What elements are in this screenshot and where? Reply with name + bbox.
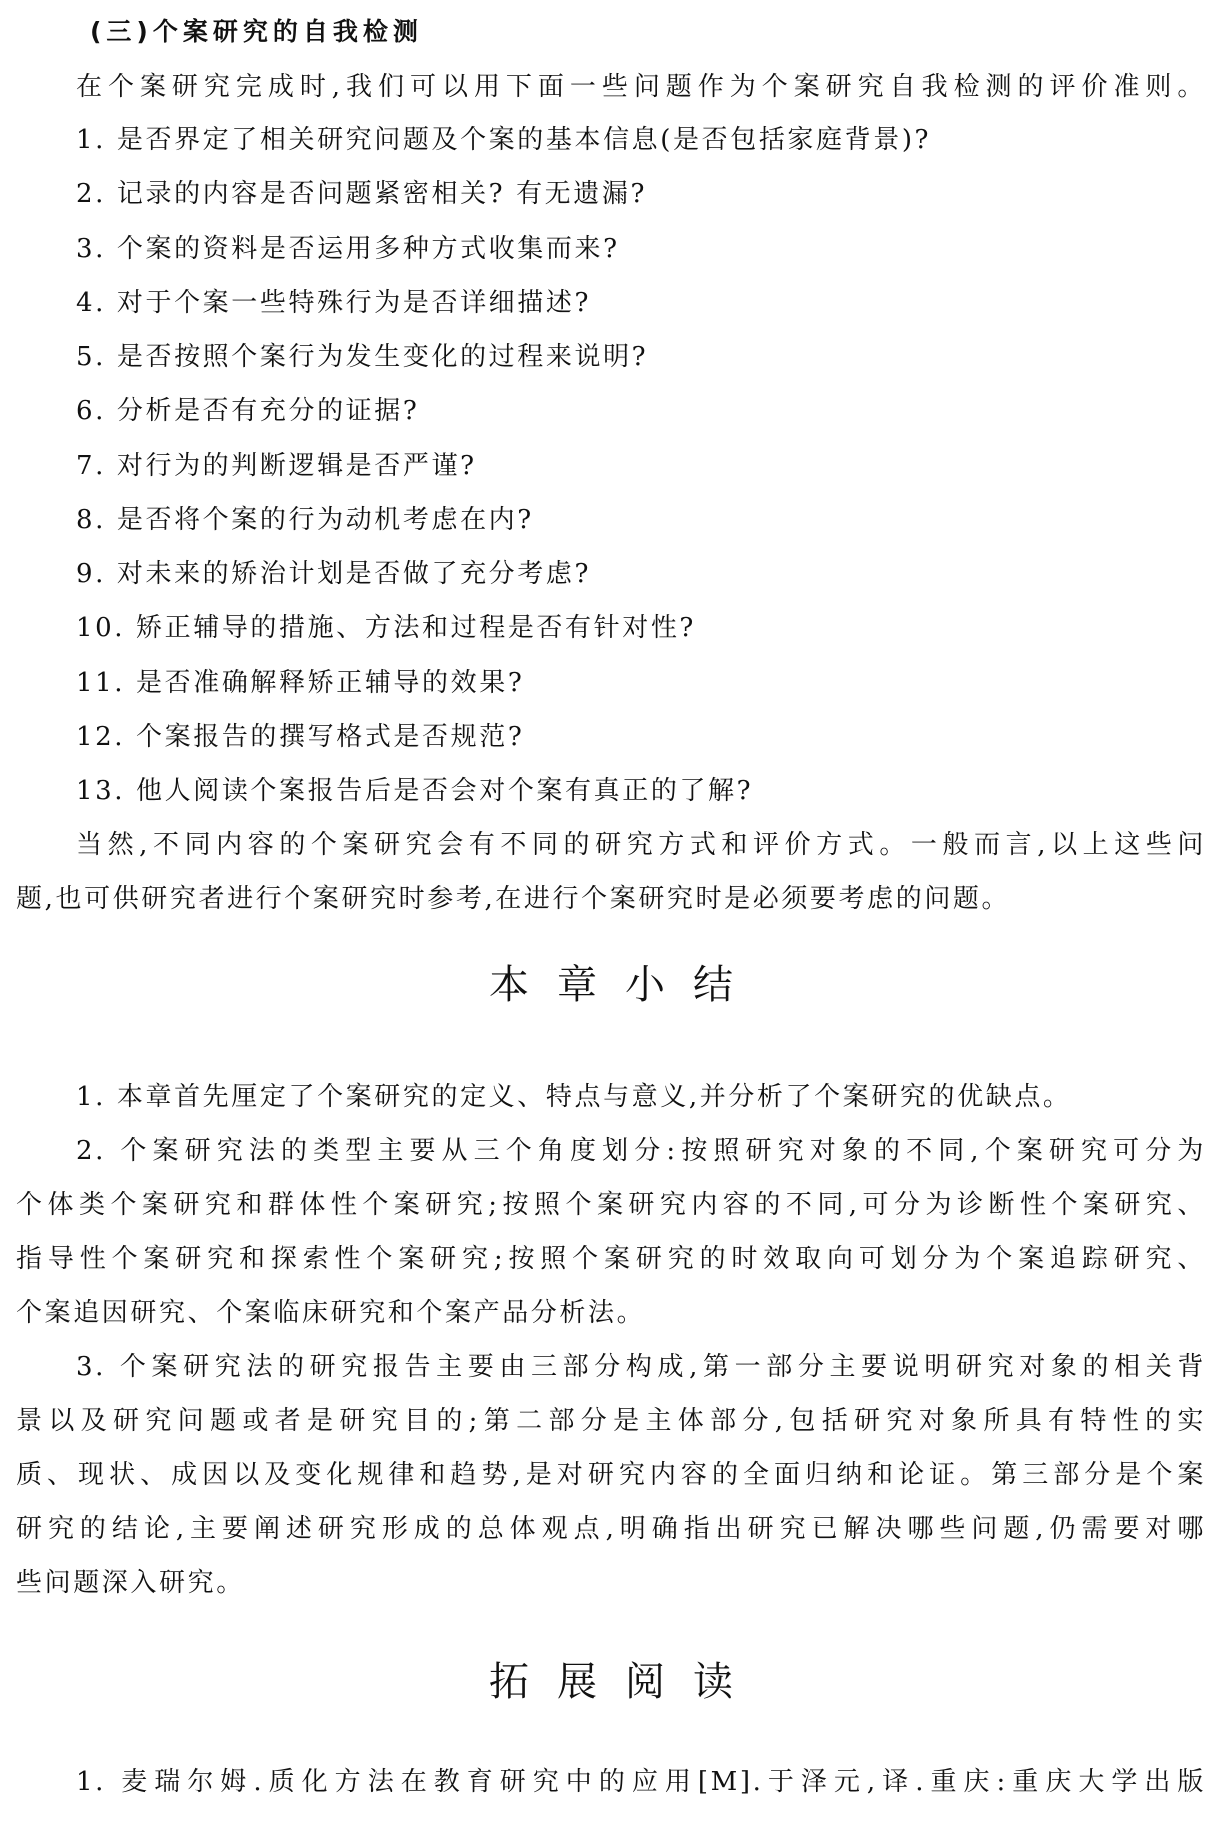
checklist-item: 1. 是否界定了相关研究问题及个案的基本信息(是否包括家庭背景)? [76,125,932,155]
summary-point-2-line: 个案追因研究、个案临床研究和个案产品分析法。 [16,1298,646,1328]
reference-item: 1. 麦瑞尔姆.质化方法在教育研究中的应用[M].于泽元,译.重庆:重庆大学出版 [76,1767,1206,1797]
summary-point-3-line: 质、现状、成因以及变化规律和趋势,是对研究内容的全面归纳和论证。第三部分是个案 [16,1460,1206,1490]
checklist-item: 11. 是否准确解释矫正辅导的效果? [76,668,525,698]
further-reading-title: 拓展阅读 [489,1659,761,1705]
summary-point-3-line: 些问题深入研究。 [16,1568,245,1598]
summary-point-2-line: 2. 个案研究法的类型主要从三个角度划分:按照研究对象的不同,个案研究可分为 [76,1136,1206,1166]
checklist-item: 13. 他人阅读个案报告后是否会对个案有真正的了解? [76,776,754,806]
intro-paragraph: 在个案研究完成时,我们可以用下面一些问题作为个案研究自我检测的评价准则。 [76,72,1206,102]
closing-paragraph-line: 题,也可供研究者进行个案研究时参考,在进行个案研究时是必须要考虑的问题。 [16,884,1011,914]
summary-point-1: 1. 本章首先厘定了个案研究的定义、特点与意义,并分析了个案研究的优缺点。 [76,1082,1072,1112]
checklist-item: 8. 是否将个案的行为动机考虑在内? [76,505,534,535]
checklist-item: 4. 对于个案一些特殊行为是否详细描述? [76,288,592,318]
checklist-item: 12. 个案报告的撰写格式是否规范? [76,722,525,752]
summary-point-3-line: 景以及研究问题或者是研究目的;第二部分是主体部分,包括研究对象所具有特性的实 [16,1406,1206,1436]
checklist-item: 9. 对未来的矫治计划是否做了充分考虑? [76,559,592,589]
summary-point-3-line: 研究的结论,主要阐述研究形成的总体观点,明确指出研究已解决哪些问题,仍需要对哪 [16,1514,1206,1544]
summary-point-2-line: 个体类个案研究和群体性个案研究;按照个案研究内容的不同,可分为诊断性个案研究、 [16,1190,1206,1220]
checklist-item: 6. 分析是否有充分的证据? [76,396,420,426]
checklist-item: 10. 矫正辅导的措施、方法和过程是否有针对性? [76,613,696,643]
summary-point-3-line: 3. 个案研究法的研究报告主要由三部分构成,第一部分主要说明研究对象的相关背 [76,1352,1206,1382]
checklist-item: 5. 是否按照个案行为发生变化的过程来说明? [76,342,649,372]
checklist-item: 2. 记录的内容是否问题紧密相关? 有无遗漏? [76,179,648,209]
checklist-item: 7. 对行为的判断逻辑是否严谨? [76,451,477,481]
checklist-item: 3. 个案的资料是否运用多种方式收集而来? [76,234,620,264]
chapter-summary-title: 本章小结 [489,962,761,1008]
summary-point-2-line: 指导性个案研究和探索性个案研究;按照个案研究的时效取向可划分为个案追踪研究、 [16,1244,1206,1274]
closing-paragraph-line: 当然,不同内容的个案研究会有不同的研究方式和评价方式。一般而言,以上这些问 [76,830,1206,860]
section-heading-self-check: (三)个案研究的自我检测 [90,17,423,46]
